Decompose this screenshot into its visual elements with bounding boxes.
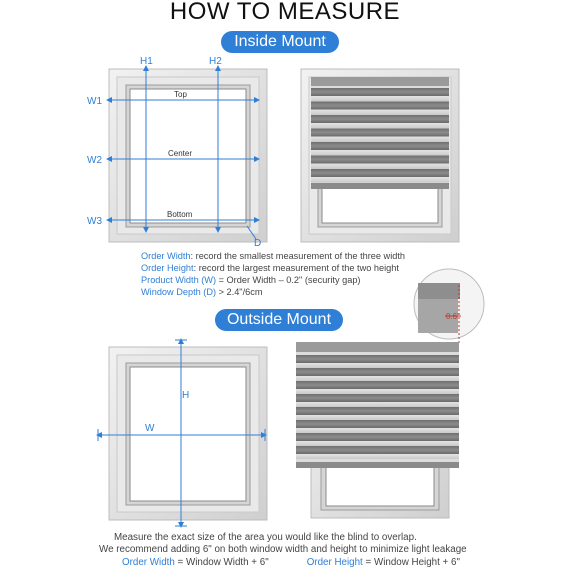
w-label: W — [145, 423, 155, 434]
blind-slat — [311, 142, 449, 150]
note-product-width: Product Width (W) = Order Width – 0.2" (security gap) — [141, 275, 361, 285]
note-order-width: Order Width: record the smallest measurement of the three width — [141, 251, 406, 261]
blind-sheer — [311, 96, 449, 102]
blind-slat — [296, 433, 459, 441]
blind-slat — [296, 407, 459, 415]
formula-height-value: = Window Height + 6" — [362, 557, 460, 568]
inside-blind-window — [301, 69, 459, 242]
formula-width-key: Order Width — [122, 557, 175, 568]
w3-label: W3 — [87, 216, 102, 227]
blind-slat — [296, 394, 459, 402]
h2-label: H2 — [209, 56, 222, 67]
blind-slat — [311, 129, 449, 137]
formula-width-value: = Window Width + 6" — [174, 557, 269, 568]
blind-sheer — [311, 123, 449, 129]
depth-label: D — [254, 238, 262, 249]
blind-slat — [296, 446, 459, 454]
blind-slat — [311, 115, 449, 123]
center-label: Center — [168, 149, 193, 158]
gap-zoom-detail — [414, 269, 484, 345]
blind-slat — [296, 381, 459, 389]
inside-mount-badge: Inside Mount — [221, 31, 339, 53]
top-label: Top — [174, 90, 187, 99]
formula-height-key: Order Height — [306, 557, 363, 568]
bottom-label: Bottom — [167, 210, 193, 219]
outside-note-2: We recommend adding 6" on both window width and height to minimize light leakage — [99, 544, 467, 555]
note-order-height: Order Height: record the largest measurement of the two height — [141, 263, 399, 273]
blind-slat — [311, 156, 449, 164]
note-window-depth: Window Depth (D) > 2.4"/6cm — [141, 287, 263, 297]
page-title: HOW TO MEASURE — [169, 0, 401, 25]
h1-label: H1 — [140, 56, 153, 67]
blind-sheer — [296, 441, 459, 446]
blind-slat — [311, 102, 449, 110]
inside-notes — [141, 250, 405, 298]
blind-sheer — [296, 363, 459, 368]
blind-slat — [311, 88, 449, 96]
blind-sheer — [296, 454, 459, 459]
blind-sheer — [296, 402, 459, 407]
blind-slat — [311, 169, 449, 177]
blind-slat — [296, 420, 459, 428]
w2-label: W2 — [87, 155, 102, 166]
outside-formulas — [122, 557, 460, 569]
outside-window — [109, 347, 267, 520]
blind-sheer — [296, 376, 459, 381]
w1-label: W1 — [87, 96, 102, 107]
gap-label: 0.6" — [446, 312, 460, 321]
blind-sheer — [296, 389, 459, 394]
blind-sheer — [311, 177, 449, 183]
outside-note-1: Measure the exact size of the area you would like the blind to overlap. — [114, 532, 417, 543]
blind-sheer — [296, 415, 459, 420]
blind-slat — [296, 368, 459, 376]
outside-mount-badge: Outside Mount — [215, 309, 343, 331]
blind-sheer — [311, 150, 449, 156]
outside-blind-window — [296, 342, 459, 518]
h-label: H — [182, 390, 190, 401]
blind-sheer — [311, 110, 449, 116]
blind-sheer — [311, 164, 449, 170]
blind-slat — [296, 355, 459, 363]
blind-sheer — [296, 428, 459, 433]
blind-sheer — [311, 137, 449, 143]
